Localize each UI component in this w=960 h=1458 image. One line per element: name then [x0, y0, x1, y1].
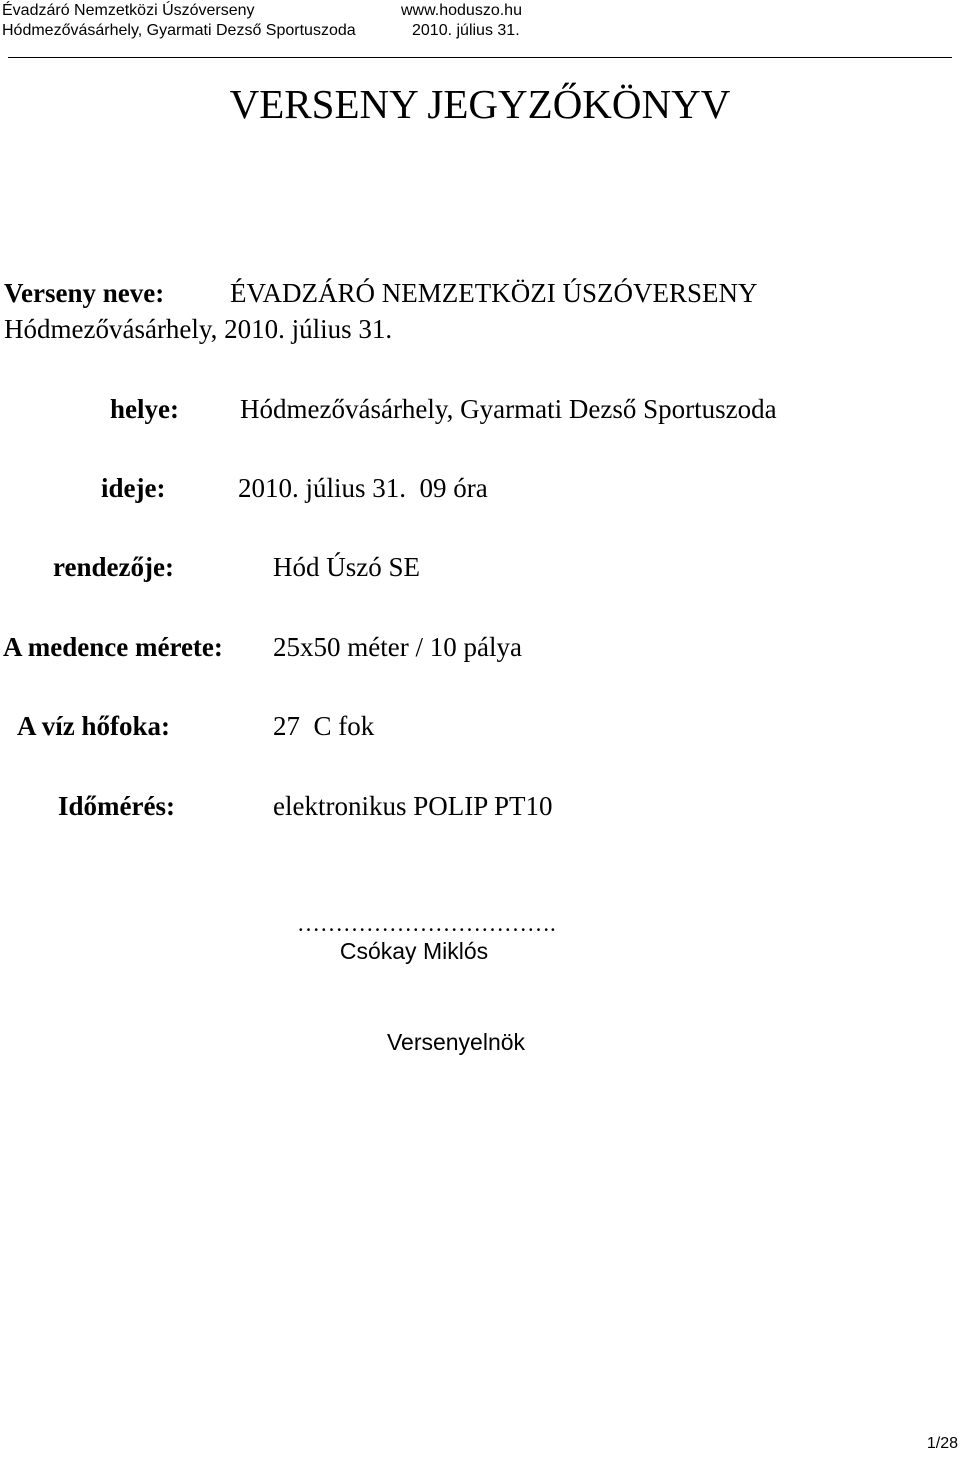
header-event-name: Évadzáró Nemzetközi Úszóverseny — [2, 2, 255, 19]
competition-name-label: Verseny neve: — [4, 278, 165, 308]
page-number: 1/28 — [926, 1435, 958, 1452]
organizer-value: Hód Úszó SE — [273, 552, 420, 582]
time-value: 2010. július 31. 09 óra — [238, 473, 488, 503]
signer-role: Versenyelnök — [386, 1029, 526, 1055]
competition-name-value-line2: Hódmezővásárhely, 2010. július 31. — [4, 314, 393, 344]
water-temp-label: A víz hőfoka: — [17, 711, 171, 741]
water-temp-value: 27 C fok — [273, 711, 375, 741]
header-date: 2010. július 31. — [412, 22, 520, 39]
place-label: helye: — [110, 394, 179, 424]
pool-size-label: A medence mérete: — [3, 632, 223, 662]
signature-line: ……………………………. — [297, 911, 556, 936]
pool-size-value: 25x50 méter / 10 pálya — [273, 632, 522, 662]
header-website: www.hoduszo.hu — [401, 2, 522, 19]
time-label: ideje: — [101, 473, 166, 503]
organizer-label: rendezője: — [53, 552, 174, 582]
header-divider — [8, 57, 952, 58]
page-title: VERSENY JEGYZŐKÖNYV — [229, 81, 731, 127]
header-venue: Hódmezővásárhely, Gyarmati Dezső Sportuszoda — [2, 22, 356, 39]
timing-value: elektronikus POLIP PT10 — [273, 791, 553, 821]
competition-name-value: ÉVADZÁRÓ NEMZETKÖZI ÚSZÓVERSENY — [230, 278, 758, 308]
timing-label: Időmérés: — [58, 791, 175, 821]
signer-name: Csókay Miklós — [339, 938, 489, 964]
place-value: Hódmezővásárhely, Gyarmati Dezső Sportuszoda — [240, 394, 777, 424]
